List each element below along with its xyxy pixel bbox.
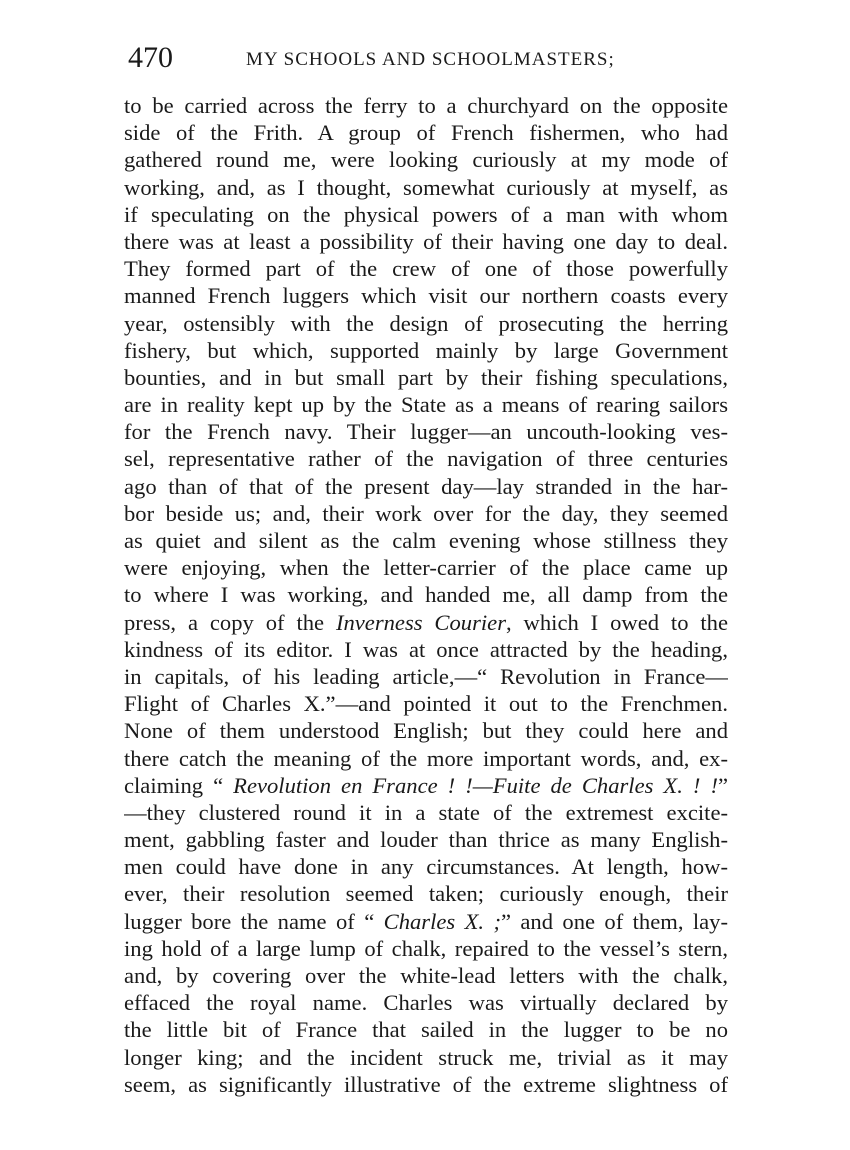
text-line: ing hold of a large lump of chalk, repaired to the vessel’s stern, — [124, 935, 728, 961]
running-title: MY SCHOOLS AND SCHOOLMASTERS; — [246, 49, 615, 70]
text-line: to where I was working, and handed me, all damp from the — [124, 582, 728, 608]
text-line: men could have done in any circumstances. At length, how- — [124, 854, 728, 880]
text-segment: press, a copy of the — [124, 609, 336, 635]
text-line: sel, representative rather of the navigation of three centuries — [124, 446, 728, 472]
text-line: ment, gabbling faster and louder than thrice as many English- — [124, 827, 728, 853]
text-line: —they clustered round it in a state of the extremest excite- — [124, 799, 728, 825]
text-line: are in reality kept up by the State as a means of rearing sailors — [124, 392, 728, 418]
text-segment: claiming “ — [124, 772, 234, 798]
text-line: None of them understood English; but they could here and — [124, 718, 728, 744]
text-line: the little bit of France that sailed in the lugger to be no — [124, 1017, 728, 1043]
text-line: as quiet and silent as the calm evening whose stillness they — [124, 528, 728, 553]
page-number: 470 — [128, 41, 173, 74]
text-line: gathered round me, were looking curiously at my mode of — [124, 147, 728, 173]
text-line: if speculating on the physical powers of a man with whom — [124, 201, 728, 227]
text-line: They formed part of the crew of one of those powerfully — [124, 256, 728, 282]
italic-segment: Inverness Courier — [335, 609, 506, 635]
text-line: ago than of that of the present day—lay stranded in the har- — [124, 473, 728, 499]
text-line: side of the Frith. A group of French fishermen, who had — [124, 120, 728, 146]
text-segment: ” — [717, 772, 728, 798]
text-line: there catch the meaning of the more important words, and, ex- — [124, 745, 728, 771]
text-line: in capitals, of his leading article,—“ Revolution in France— — [124, 663, 728, 689]
text-line: ever, their resolution seemed taken; curiously enough, their — [124, 881, 728, 907]
text-line: there was at least a possibility of their having one day to deal. — [124, 228, 728, 254]
text-line: year, ostensibly with the design of prosecuting the herring — [124, 310, 728, 336]
text-line: for the French navy. Their lugger—an uncouth-looking ves- — [124, 419, 728, 445]
text-segment: ” and one of them, lay- — [500, 908, 728, 934]
italic-segment: Charles X. ; — [383, 908, 501, 934]
text-line: effaced the royal name. Charles was virtually declared by — [124, 990, 728, 1016]
running-head — [128, 38, 728, 78]
text-line: kindness of its editor. I was at once attracted by the heading, — [124, 636, 728, 662]
italic-segment: Revolution en France ! !—Fuite de Charles X. ! ! — [233, 772, 718, 798]
text-line — [124, 908, 728, 935]
text-line: Flight of Charles X.”—and pointed it out to the Frenchmen. — [124, 691, 728, 717]
text-line: to be carried across the ferry to a churchyard on the opposite — [124, 93, 728, 118]
text-line: working, and, as I thought, somewhat curiously at myself, as — [124, 174, 728, 200]
text-line: bounties, and in but small part by their fishing speculations, — [124, 364, 728, 390]
text-line — [124, 609, 728, 636]
text-line: seem, as significantly illustrative of the extreme slightness of — [124, 1071, 728, 1097]
text-line: were enjoying, when the letter-carrier of the place came up — [124, 555, 728, 581]
text-line — [124, 772, 728, 799]
text-line: and, by covering over the white-lead letters with the chalk, — [124, 963, 728, 988]
text-segment: , which I owed to the — [506, 609, 728, 635]
text-line: manned French luggers which visit our northern coasts every — [124, 283, 728, 309]
text-line: bor beside us; and, their work over for the day, they seemed — [124, 500, 728, 526]
text-line: fishery, but which, supported mainly by large Government — [124, 337, 728, 363]
text-line: longer king; and the incident struck me, trivial as it may — [124, 1044, 728, 1070]
text-segment: lugger bore the name of “ — [124, 908, 384, 934]
body-text — [124, 92, 728, 1098]
